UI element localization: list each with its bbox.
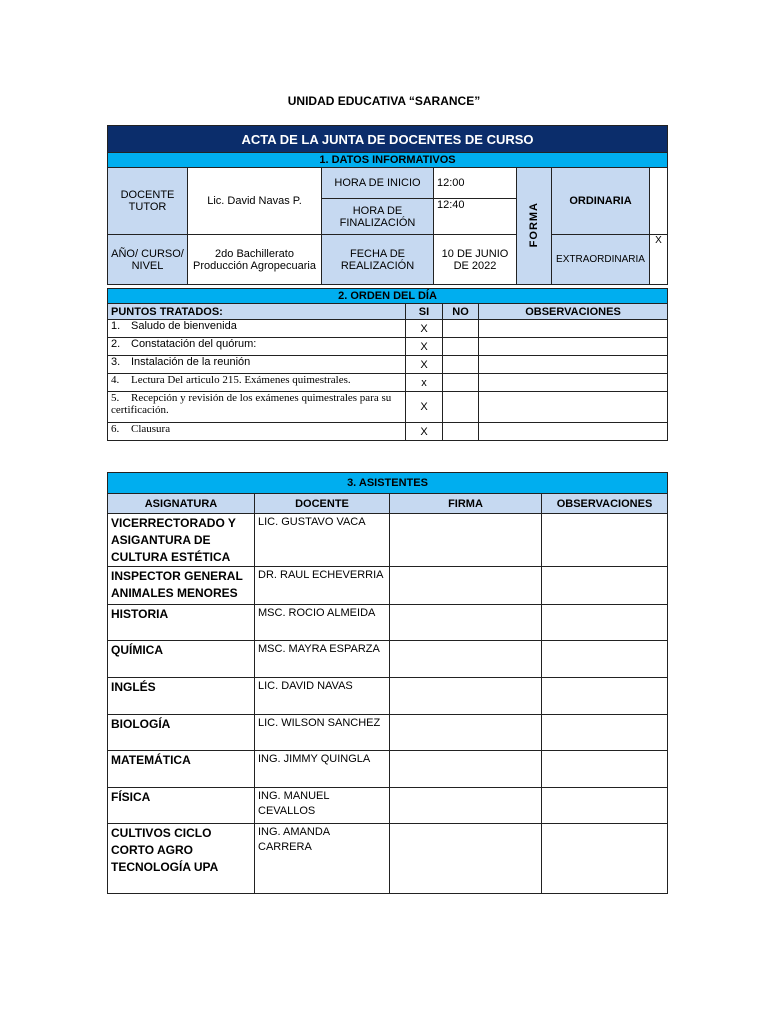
- punto-text: Instalación de la reunión: [131, 356, 251, 368]
- school-title: UNIDAD EDUCATIVA “SARANCE”: [287, 94, 481, 108]
- asistente-asignatura: QUÍMICA: [108, 641, 255, 678]
- asistente-observaciones: [542, 788, 668, 824]
- asistente-firma: [390, 678, 542, 715]
- punto-observaciones: [479, 356, 668, 374]
- punto-no: [443, 338, 479, 356]
- punto-no: [443, 392, 479, 423]
- punto-observaciones: [479, 338, 668, 356]
- punto-observaciones: [479, 423, 668, 441]
- punto-no: [443, 320, 479, 338]
- asistente-row: [108, 824, 668, 894]
- punto-row: [108, 320, 668, 338]
- ordinaria-label: ORDINARIA: [552, 168, 650, 235]
- docente-tutor-value: Lic. David Navas P.: [188, 168, 322, 235]
- punto-observaciones: [479, 320, 668, 338]
- asistente-row: [108, 514, 668, 567]
- punto-si: x: [406, 374, 443, 392]
- asistente-row: [108, 605, 668, 641]
- punto-text: Saludo de bienvenida: [131, 320, 237, 332]
- punto-si: X: [406, 320, 443, 338]
- asistente-asignatura: HISTORIA: [108, 605, 255, 641]
- observaciones-header: OBSERVACIONES: [479, 304, 668, 320]
- asistente-row: [108, 751, 668, 788]
- asistentes-table: [107, 472, 668, 894]
- punto-text-cell: [108, 356, 406, 374]
- asistente-firma: [390, 788, 542, 824]
- asistente-asignatura: INGLÉS: [108, 678, 255, 715]
- punto-number: 3.: [111, 356, 121, 368]
- hora-inicio-label: HORA DE INICIO: [322, 168, 434, 199]
- punto-text-cell: [108, 423, 406, 441]
- section-orden-dia: 2. ORDEN DEL DÍA: [108, 289, 668, 304]
- asistente-firma: [390, 641, 542, 678]
- col-docente: DOCENTE: [255, 494, 390, 514]
- asistente-docente: ING. MANUEL CEVALLOS: [255, 788, 390, 824]
- asistente-row: [108, 678, 668, 715]
- extraordinaria-mark: X: [650, 235, 668, 285]
- asistente-asignatura: BIOLOGÍA: [108, 715, 255, 751]
- forma-label: FORMA: [528, 201, 540, 248]
- si-header: SI: [406, 304, 443, 320]
- section-asistentes: 3. ASISTENTES: [108, 473, 668, 494]
- asistente-observaciones: [542, 514, 668, 567]
- asistente-docente: ING. JIMMY QUINGLA: [255, 751, 390, 788]
- acta-title: ACTA DE LA JUNTA DE DOCENTES DE CURSO: [108, 126, 668, 153]
- asistente-docente: MSC. MAYRA ESPARZA: [255, 641, 390, 678]
- punto-row: [108, 392, 668, 423]
- asistente-asignatura: MATEMÁTICA: [108, 751, 255, 788]
- asistente-observaciones: [542, 715, 668, 751]
- punto-row: [108, 374, 668, 392]
- orden-dia-table: [107, 288, 668, 441]
- punto-text: Clausura: [131, 423, 171, 435]
- col-firma: FIRMA: [390, 494, 542, 514]
- punto-si: X: [406, 392, 443, 423]
- section-datos-informativos: 1. DATOS INFORMATIVOS: [108, 153, 668, 168]
- asistente-firma: [390, 824, 542, 894]
- asistente-docente: LIC. WILSON SANCHEZ: [255, 715, 390, 751]
- asistente-asignatura: VICERRECTORADO Y ASIGANTURA DE CULTURA ESTÉTICA: [108, 514, 255, 567]
- punto-observaciones: [479, 392, 668, 423]
- punto-text: Constatación del quórum:: [131, 338, 257, 350]
- asistente-observaciones: [542, 678, 668, 715]
- asistente-observaciones: [542, 824, 668, 894]
- asistente-row: [108, 641, 668, 678]
- punto-number: 5.: [111, 392, 120, 404]
- curso-label: AÑO/ CURSO/ NIVEL: [108, 235, 188, 285]
- punto-no: [443, 356, 479, 374]
- punto-text: Lectura Del articulo 215. Exámenes quimestrales.: [131, 374, 351, 386]
- punto-number: 6.: [111, 423, 120, 435]
- hora-inicio-value: 12:00: [434, 168, 517, 199]
- fecha-label: FECHA DE REALIZACIÓN: [322, 235, 434, 285]
- punto-text: Recepción y revisión de los exámenes quimestrales para su certificación.: [111, 392, 392, 416]
- asistente-asignatura: FÍSICA: [108, 788, 255, 824]
- punto-text-cell: [108, 320, 406, 338]
- asistente-observaciones: [542, 641, 668, 678]
- asistente-docente: MSC. ROCIO ALMEIDA: [255, 605, 390, 641]
- asistente-row: [108, 788, 668, 824]
- asistente-docente: LIC. DAVID NAVAS: [255, 678, 390, 715]
- asistente-observaciones: [542, 751, 668, 788]
- hora-fin-label: HORA DE FINALIZACIÓN: [322, 199, 434, 235]
- asistente-docente: DR. RAUL ECHEVERRIA: [255, 567, 390, 605]
- forma-cell: [517, 168, 552, 285]
- hora-fin-value: 12:40: [434, 199, 517, 235]
- col-asignatura: ASIGNATURA: [108, 494, 255, 514]
- asistente-firma: [390, 715, 542, 751]
- punto-si: X: [406, 356, 443, 374]
- punto-row: [108, 356, 668, 374]
- punto-number: 4.: [111, 374, 120, 386]
- fecha-value: 10 DE JUNIO DE 2022: [434, 235, 517, 285]
- asistente-docente: ING. AMANDA CARRERA: [255, 824, 390, 894]
- punto-text-cell: [108, 338, 406, 356]
- punto-no: [443, 374, 479, 392]
- punto-text-cell: [108, 392, 406, 423]
- asistente-asignatura: INSPECTOR GENERAL ANIMALES MENORES: [108, 567, 255, 605]
- puntos-header: PUNTOS TRATADOS:: [108, 304, 406, 320]
- asistente-docente: LIC. GUSTAVO VACA: [255, 514, 390, 567]
- punto-row: [108, 423, 668, 441]
- asistente-observaciones: [542, 567, 668, 605]
- asistente-row: [108, 567, 668, 605]
- asistente-firma: [390, 514, 542, 567]
- no-header: NO: [443, 304, 479, 320]
- asistente-firma: [390, 605, 542, 641]
- asistente-firma: [390, 567, 542, 605]
- punto-row: [108, 338, 668, 356]
- punto-no: [443, 423, 479, 441]
- punto-text-cell: [108, 374, 406, 392]
- docente-tutor-label: DOCENTE TUTOR: [108, 168, 188, 235]
- asistente-firma: [390, 751, 542, 788]
- punto-number: 1.: [111, 320, 121, 332]
- col-observaciones: OBSERVACIONES: [542, 494, 668, 514]
- curso-value: 2do Bachillerato Producción Agropecuaria: [188, 235, 322, 285]
- punto-observaciones: [479, 374, 668, 392]
- acta-table: [107, 125, 668, 285]
- asistente-observaciones: [542, 605, 668, 641]
- ordinaria-mark: [650, 168, 668, 235]
- asistente-row: [108, 715, 668, 751]
- punto-number: 2.: [111, 338, 121, 350]
- asistente-asignatura: CULTIVOS CICLO CORTO AGRO TECNOLOGÍA UPA: [108, 824, 255, 894]
- punto-si: X: [406, 423, 443, 441]
- punto-si: X: [406, 338, 443, 356]
- extraordinaria-label: EXTRAORDINARIA: [552, 235, 650, 285]
